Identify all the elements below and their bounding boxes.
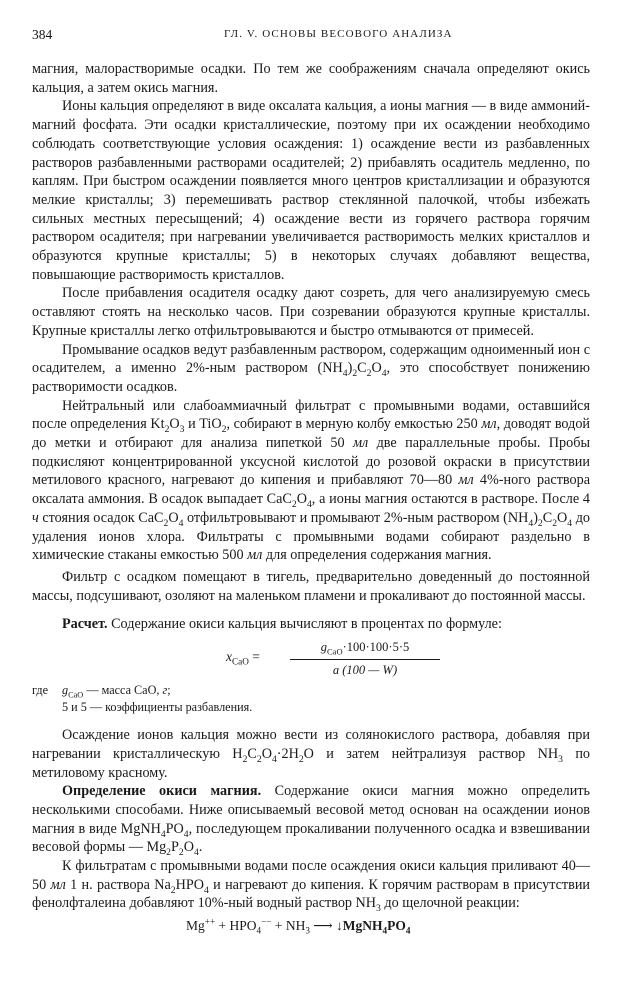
paragraph-4: Промывание осадков ведут разбавленным раствором, содержащим одноименный ион с осадителем, а именно 2%-ным раствором $(NH_4)_2C_2O_4$, это способствует понижению растворимости осадков. bbox=[32, 341, 590, 395]
paragraph-7: Расчет. Содержание окиси кальция вычисляют в процентах по формуле: bbox=[62, 616, 502, 633]
formula-lhs: $x_{CaO}$ = bbox=[226, 649, 260, 667]
paragraph-10: К фильтратам с промывными водами после осаждения окиси кальция приливают 40—50 мл 1 н. раствора $Na_2HPO_4$ и нагревают до кипения. К горячим растворам в присутствии фенолфталеина добавляют 10%-ный водный раствор $NH_3$ до щелочной реакции: bbox=[32, 858, 590, 915]
paragraph-9: Определение окиси магния. Содержание окиси магния можно определить несколькими способами. Ниже описываемый весовой метод основан на осаждении ионов магния в виде $MgNH_4PO_4$, последующем прокаливании полученного осадка и взвешивании весовой формы — $Mg_2P_2O_4$. bbox=[32, 783, 590, 859]
formula-cao bbox=[32, 638, 590, 682]
page-body bbox=[32, 60, 590, 936]
paragraph-2: Ионы кальция определяют в виде оксалата кальция, а ионы магния — в виде аммоний-магний фосфата. Эти осадки кристаллические, поэтому при их осаждении необходимо соблюдать соответствующие условия осаждения: 1) осаждение вести из разбавленных растворов разбавленными растворами осадителей; 2) прибавлять осадитель медленно, по каплям. При быстром осаждении появляется много центров кристаллизации и образуются мелкие кристаллы; 3) перемешивать раствор стеклянной палочкой, чтобы избежать сильных местных пересыщений; 4) осаждение вести из горячего раствора горячим раствором осадителя; при нагревании увеличивается растворимость мелких кристаллов и образуются крупные кристаллы; 5) в некоторых случаях добавляют вещества, повышающие растворимость кристаллов. bbox=[32, 98, 590, 283]
page-number: 384 bbox=[32, 27, 53, 42]
paragraph-1: магния, малорастворимые осадки. По тем же соображениям сначала определяют окись кальция, а затем окись магния. bbox=[32, 61, 590, 96]
paragraph-8: Осаждение ионов кальция можно вести из солянокислого раствора, добавляя при нагревании кристаллическую $H_2C_2O_4\cdot 2H_2O$ и затем нейтрализуя раствор $NH_3$ по метиловому красному. bbox=[32, 727, 591, 781]
paragraph-3: После прибавления осадителя осадку дают созреть, для чего анализируемую смесь оставляют стоять на несколько часов. При созревании образуются крупные кристаллы. Крупные кристаллы легко отфильтровываются и быстро отмываются от примесей. bbox=[32, 285, 590, 339]
formula-legend bbox=[32, 682, 590, 716]
paragraph-6: Фильтр с осадком помещают в тигель, предварительно доведенный до постоянной массы, подсушивают, озоляют на маленьком пламени и прокаливают до постоянной массы. bbox=[32, 568, 590, 604]
paragraph-5: Нейтральный или слабоаммиачный фильтрат с промывными водами, оставшийся после определения $Kt_2O_3$ и TiO$_2$, собирают в мерную колбу емкостью 250 мл, доводят водой до метки и отбирают для анализа пипеткой 50 мл две параллельные пробы. Пробы подкисляют концентрированной уксусной кислотой до розовой окраски в присутствии метилового красного, нагревают до кипения и прибавляют 70—80 мл 4%-ного раствора оксалата аммония. В осадок выпадает $CaC_2O_4$, а ионы магния остаются в растворе. После 4 ч стояния осадок $CaC_2O_4$ отфильтровывают и промывают 2%-ным раствором $(NH_4)_2C_2O_4$ до удаления ионов хлора. Фильтраты с промывными водами собирают раздельно в химические стаканы емкостью 500 мл для определения содержания магния. bbox=[32, 397, 591, 564]
legend-line-1: где $g_{CaO}$ — масса CaO, г; bbox=[32, 683, 171, 700]
legend-line-2: 5 и 5 — коэффициенты разбавления. bbox=[62, 700, 253, 715]
formula-numerator: $g_{CaO}\cdot 100\cdot 100\cdot 5\cdot 5$ bbox=[290, 638, 440, 660]
formula-denominator: a (100 — W) bbox=[332, 662, 398, 677]
reaction-equation: $Mg^{++} + HPO_4^{--} + NH_3$ ⟶ $↓MgNH_4PO_4$ bbox=[186, 916, 411, 936]
page-header bbox=[32, 27, 590, 47]
running-title: ГЛ. V. ОСНОВЫ ВЕСОВОГО АНАЛИЗА bbox=[224, 28, 453, 40]
formula-fraction bbox=[290, 638, 440, 679]
